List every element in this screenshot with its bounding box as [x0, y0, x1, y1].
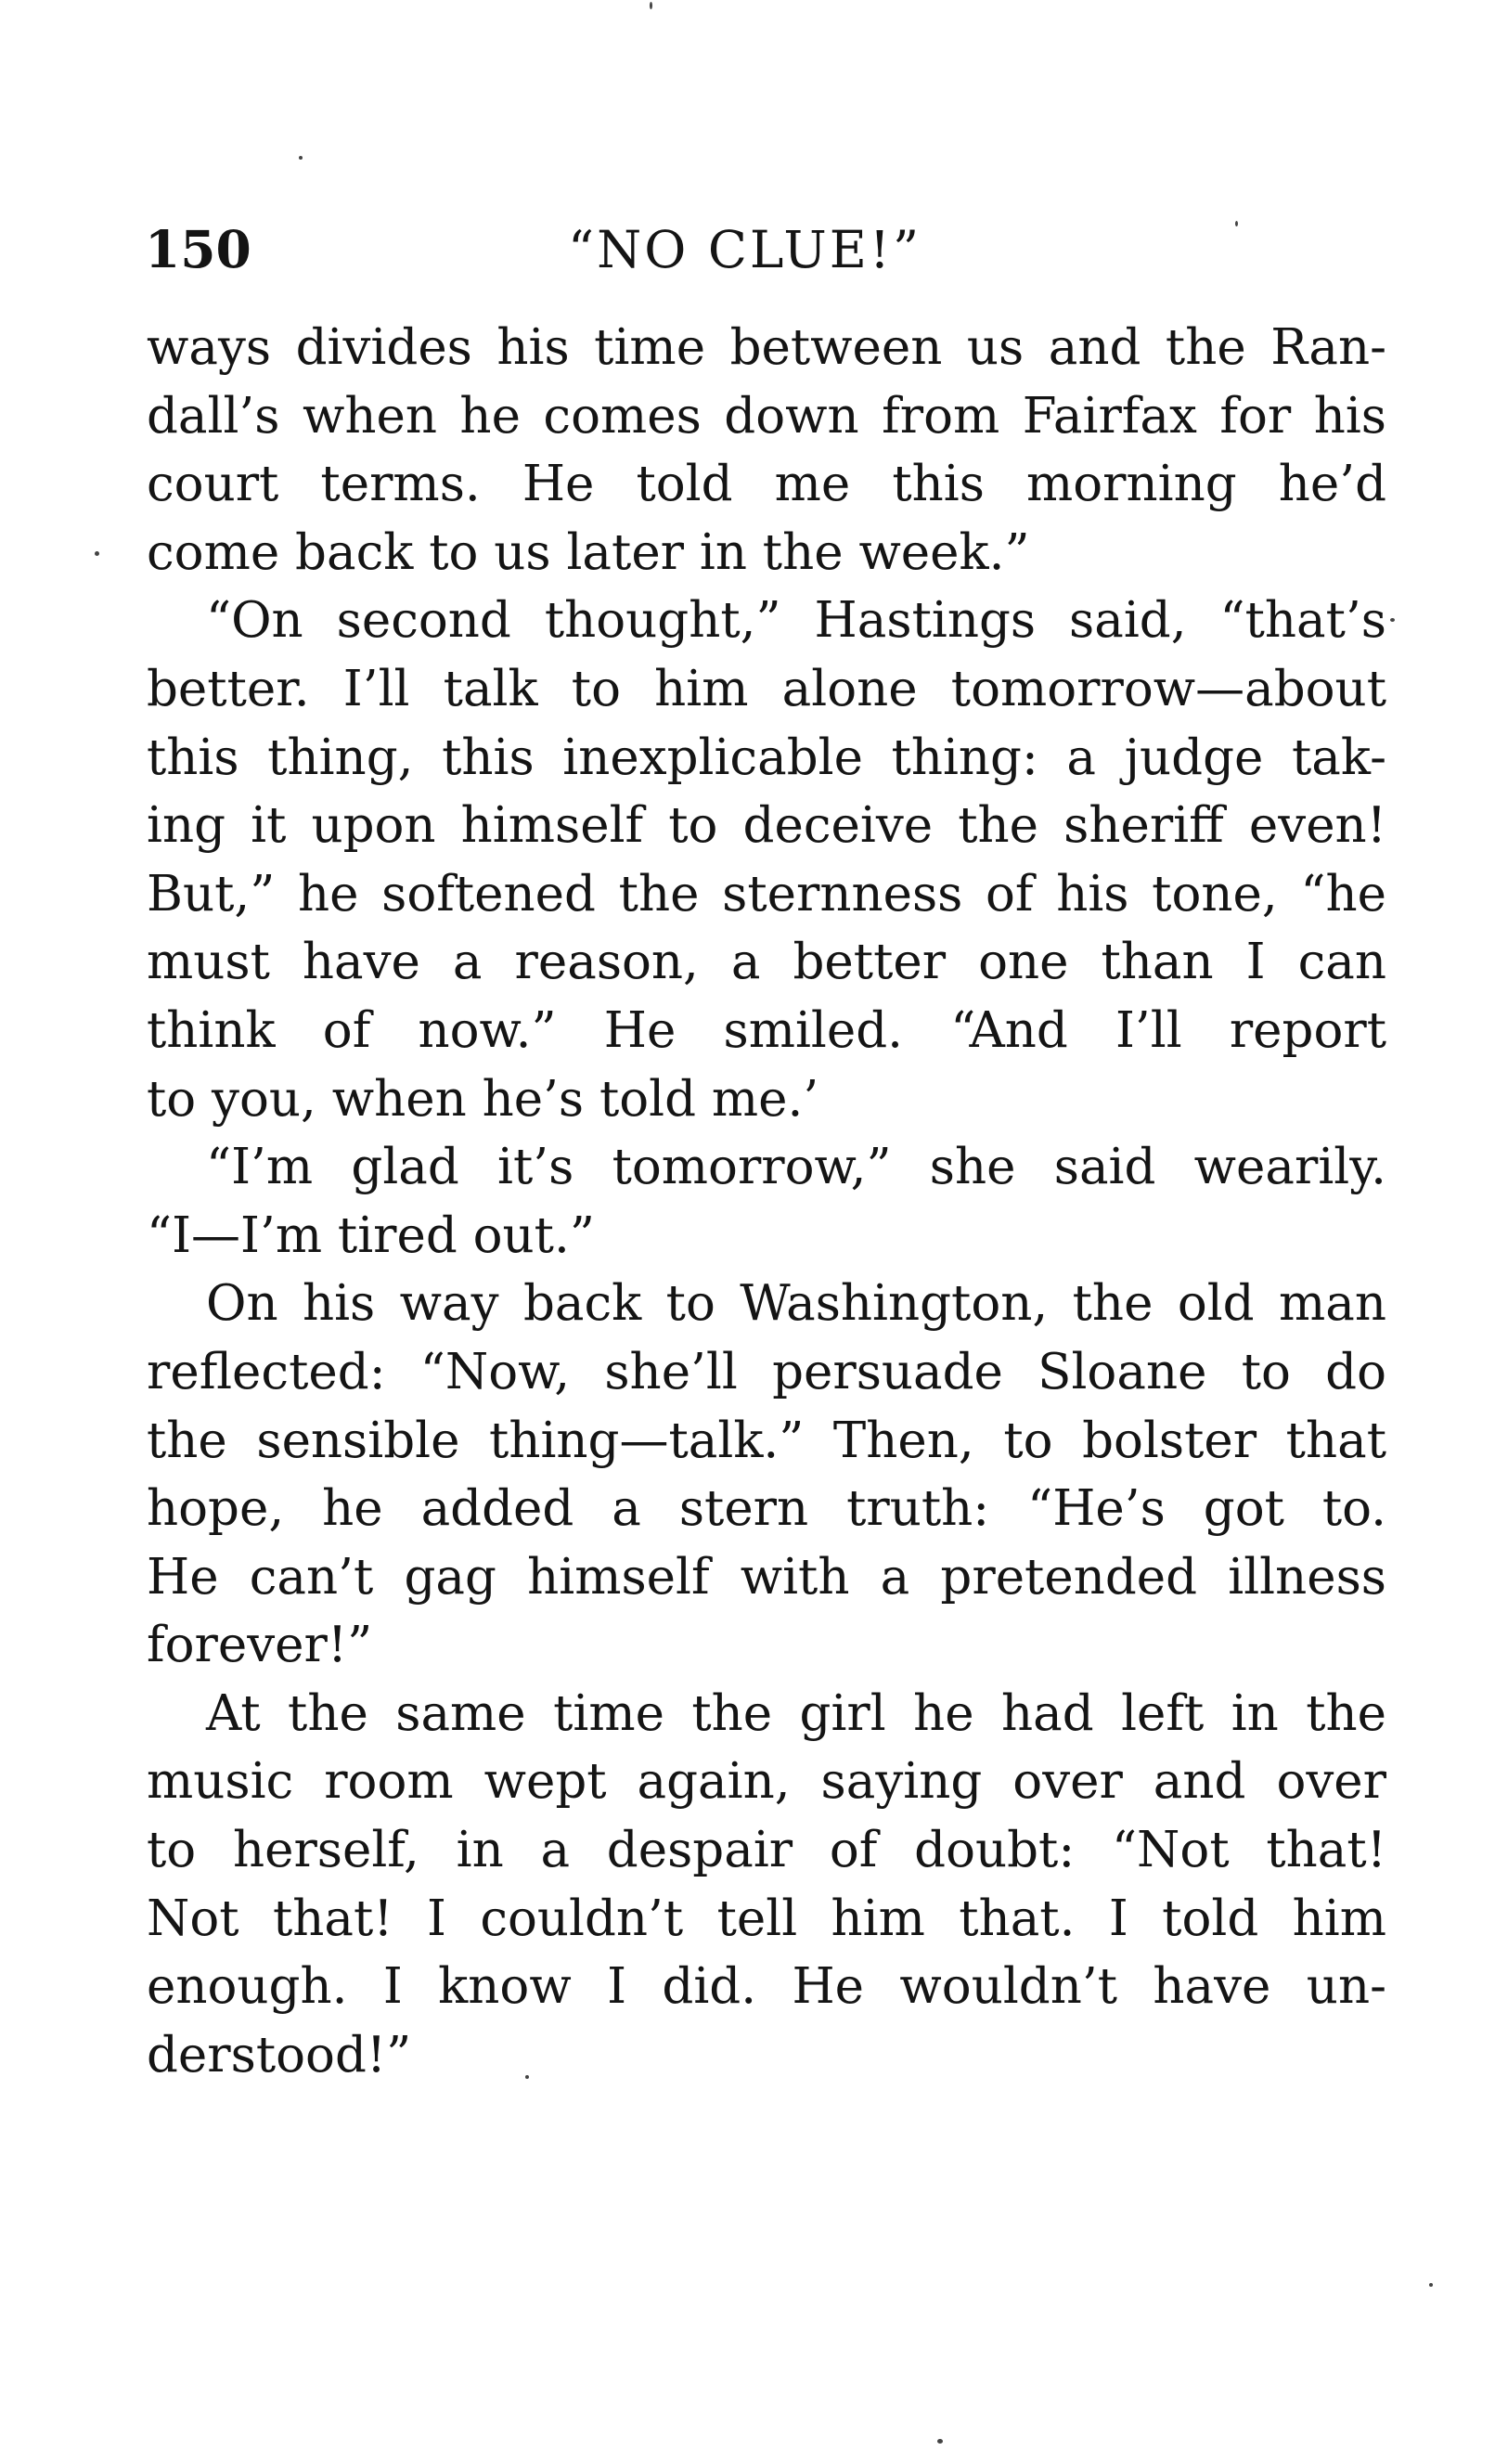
text-line: Not that! I couldn’t tell him that. I told him [147, 1890, 1386, 1947]
text-line: At the same time the girl he had left in the [206, 1684, 1386, 1742]
text-line: must have a reason, a better one than I can [147, 934, 1386, 991]
text-line: this thing, this inexplicable thing: a judge tak- [147, 729, 1386, 786]
page-number: 150 [145, 219, 251, 279]
page-header [145, 210, 1388, 290]
text-line: enough. I know I did. He wouldn’t have un- [147, 1958, 1386, 2016]
text-line: come back to us later in the week.” [147, 523, 1030, 581]
scan-speck [95, 551, 99, 556]
scan-speck [650, 2, 652, 9]
text-line: He can’t gag himself with a pretended illness [147, 1548, 1386, 1606]
scan-speck [1390, 618, 1395, 622]
text-line: “I—I’m tired out.” [147, 1206, 595, 1264]
text-line: to herself, in a despair of doubt: “Not that! [147, 1822, 1386, 1879]
scan-speck [525, 2075, 529, 2079]
text-line: “On second thought,” Hastings said, “that’s [206, 592, 1386, 650]
text-line: the sensible thing—talk.” Then, to bolster that [147, 1412, 1386, 1469]
running-head: “NO CLUE!” [568, 220, 922, 279]
body-text [147, 314, 1386, 2089]
scan-speck [1235, 221, 1238, 226]
text-line: think of now.” He smiled. “And I’ll report [147, 1001, 1386, 1059]
text-line: better. I’ll talk to him alone tomorrow—about [147, 660, 1386, 717]
text-line: derstood!” [147, 2026, 412, 2083]
text-line: ways divides his time between us and the Ran- [147, 319, 1386, 376]
text-line: forever!” [147, 1617, 373, 1674]
scan-speck [1429, 2283, 1433, 2287]
text-line: court terms. He told me this morning he’d [147, 456, 1386, 513]
text-line: reflected: “Now, she’ll persuade Sloane to do [147, 1343, 1386, 1400]
text-line: to you, when he’s told me.’ [147, 1070, 819, 1128]
text-line: On his way back to Washington, the old man [206, 1275, 1386, 1333]
text-line: hope, he added a stern truth: “He’s got to. [147, 1480, 1386, 1538]
text-line: ing it upon himself to deceive the sheriff even! [147, 797, 1386, 855]
scan-speck [937, 2439, 943, 2444]
text-line: “I’m glad it’s tomorrow,” she said wearily. [206, 1139, 1386, 1196]
text-line: music room wept again, saying over and over [147, 1753, 1386, 1811]
text-line: But,” he softened the sternness of his tone, “he [147, 865, 1386, 922]
scan-speck [299, 156, 303, 160]
text-line: dall’s when he comes down from Fairfax for his [147, 387, 1386, 445]
